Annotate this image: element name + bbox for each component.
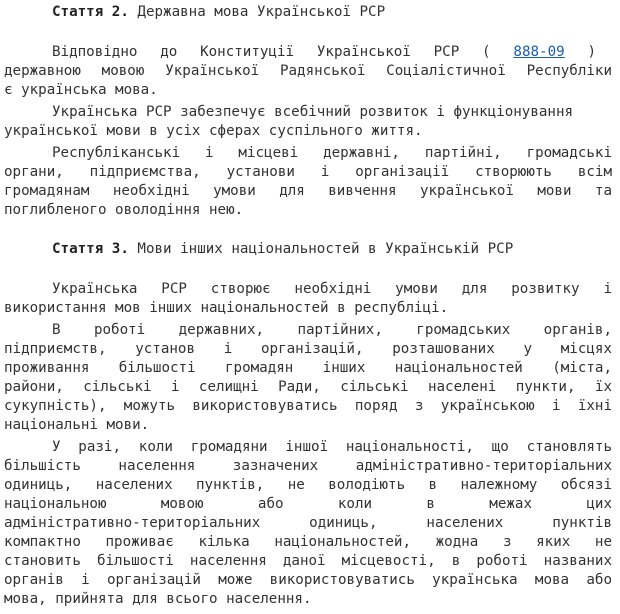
article-2-p1-line-2: державною мовою Української Радянської Соціалістичної Республіки	[4, 63, 612, 79]
article-3-heading	[52, 240, 513, 259]
article-2-p1-paren: )	[587, 44, 597, 60]
article-3-label: Стаття 3.	[52, 241, 129, 257]
article-2-p2-line-1: Українська РСР забезпечує всебічний розвиток і функціонування	[52, 104, 574, 120]
article-3-p1-line-2: використання мов інших національностей в республіці.	[4, 300, 449, 316]
article-3-p3-line-3: одиниць, населених пунктів, не володіють в належному обсязі	[4, 477, 612, 493]
article-3-p1-line-1: Українська РСР створює необхідні умови для розвитку і	[52, 281, 612, 297]
article-2-label: Стаття 2.	[52, 4, 129, 20]
article-2-p1-line-1	[52, 43, 596, 62]
article-3-p3-line-9: мова, прийнята для всього населення.	[4, 591, 312, 607]
article-2-p3-line-4: поглибленого оволодіння нею.	[4, 202, 244, 218]
constitution-link[interactable]: 888-09	[513, 44, 565, 60]
article-3-p3-line-1: У разі, коли громадяни іншої національності, що становлять	[52, 439, 612, 455]
article-3-p2-line-5: сукупність), можуть використовуватись поряд з українською і їхні	[4, 398, 612, 414]
article-3-p3-line-4: національною мовою або коли в межах цих	[4, 496, 612, 512]
article-3-p3-line-2: більшість населення зазначених адміністративно-територіальних	[4, 458, 612, 474]
article-3-p2-line-2: підприємств, установ і організацій, розташованих у місцях	[4, 341, 612, 357]
article-3-p3-line-7: становить більшості населення даної місцевості, в роботі названих	[4, 553, 612, 569]
article-2-p2-line-2: української мови в усіх сферах суспільного життя.	[4, 123, 423, 139]
article-3-p2-line-3: проживання більшості громадян інших національностей (міста,	[4, 360, 612, 376]
article-3-p2-line-4: райони, сільські і селищні Ради, сільські населені пункти, їх	[4, 379, 612, 395]
article-3-p2-line-1: В роботі державних, партійних, громадських органів,	[52, 322, 612, 338]
article-2-heading	[52, 3, 385, 22]
article-3-p3-line-5: адміністративно-територіальних одиниць, населених пунктів	[4, 515, 612, 531]
article-3-p3-line-8: органів і організацій може використовуватись українська мова або	[4, 572, 612, 588]
article-2-p1-line-3: є українська мова.	[4, 82, 158, 98]
article-3-p3-line-6: компактно проживає кілька національностей, жодна з яких не	[4, 534, 612, 550]
article-2-p3-line-3: громадянам необхідні умови для вивчення української мови та	[4, 183, 612, 199]
article-2-p3-line-1: Республіканські і місцеві державні, партійні, громадські	[52, 145, 612, 161]
article-2-title: Державна мова Української РСР	[137, 4, 386, 20]
article-3-p2-line-6: національні мови.	[4, 417, 150, 433]
article-3-title: Мови інших національностей в Українській РСР	[137, 241, 514, 257]
article-2-p1-text: Відповідно до Конституції Української РСР (	[52, 44, 491, 60]
article-2-p3-line-2: органи, підприємства, установи і організації створюють всім	[4, 164, 612, 180]
